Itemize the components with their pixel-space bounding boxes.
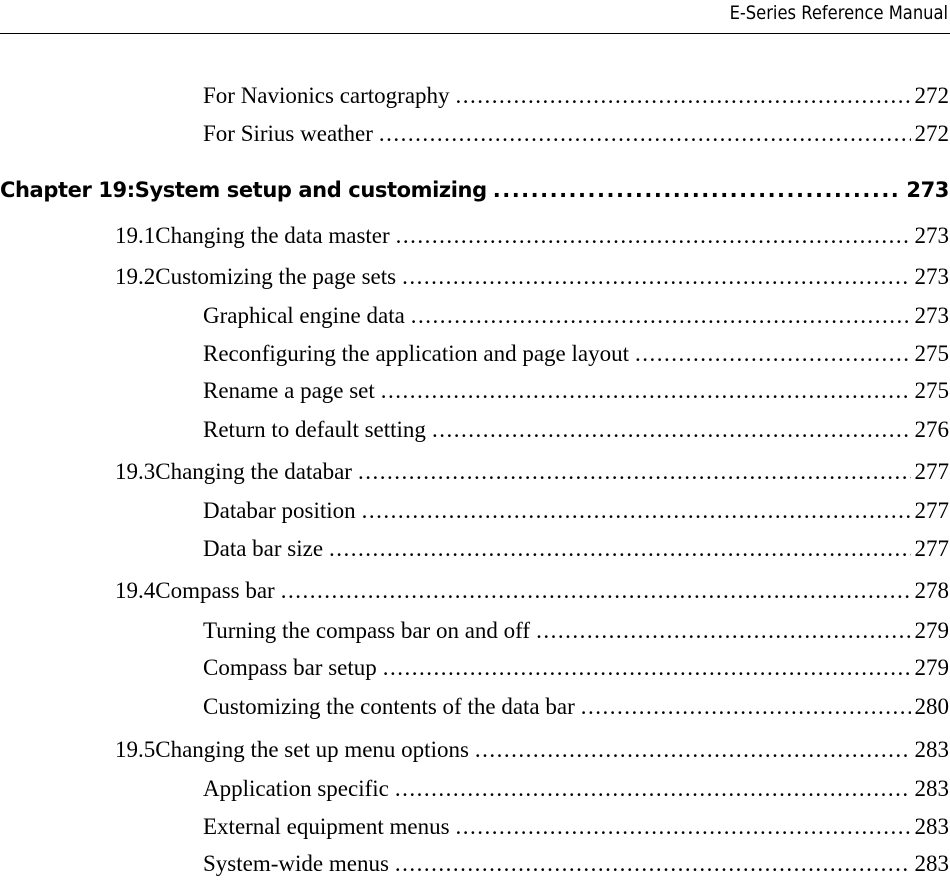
- toc-entry[interactable]: [203, 120, 949, 148]
- chapter-number: Chapter 19:: [0, 178, 135, 202]
- leader-dots: [383, 654, 911, 682]
- toc-entry-page: 272: [914, 83, 949, 108]
- toc-entry-page: 283: [914, 814, 949, 839]
- leader-dots: [358, 458, 911, 486]
- toc-entry[interactable]: [203, 535, 949, 563]
- toc-entry[interactable]: [203, 775, 949, 803]
- toc-entry[interactable]: [203, 497, 949, 525]
- toc-entry-title: Rename a page set: [203, 378, 375, 403]
- toc-entry-page: 279: [914, 618, 949, 643]
- toc-entry[interactable]: [203, 617, 949, 645]
- section-number: 19.4: [115, 578, 156, 603]
- toc-entry[interactable]: [203, 340, 949, 368]
- leader-dots: [493, 176, 903, 204]
- toc-entry-title: Turning the compass bar on and off: [203, 618, 531, 643]
- toc-entry-title: Data bar size: [203, 536, 324, 561]
- toc-entry-title: Return to default setting: [203, 417, 426, 442]
- section-page: 273: [914, 264, 949, 289]
- toc-section[interactable]: [115, 222, 949, 250]
- leader-dots: [456, 82, 911, 110]
- section-number: 19.3: [115, 459, 156, 484]
- toc-entry-page: 283: [914, 851, 949, 876]
- section-page: 273: [914, 223, 949, 248]
- toc-entry-title: Graphical engine data: [203, 303, 405, 328]
- toc-entry-page: 273: [914, 303, 949, 328]
- leader-dots: [395, 850, 911, 878]
- toc-entry-title: System-wide menus: [203, 851, 389, 876]
- toc-entry-page: 279: [914, 655, 949, 680]
- leader-dots: [281, 577, 911, 605]
- leader-dots: [395, 775, 911, 803]
- toc-entry[interactable]: [203, 416, 949, 444]
- section-title: Changing the data master: [155, 223, 390, 248]
- toc-chapter-heading[interactable]: [0, 176, 949, 204]
- leader-dots: [402, 263, 910, 291]
- toc-entry[interactable]: [203, 377, 949, 405]
- leader-dots: [635, 340, 910, 368]
- section-page: 277: [914, 459, 949, 484]
- toc-entry-title: For Navionics cartography: [203, 83, 450, 108]
- section-number: 19.2: [115, 264, 156, 289]
- leader-dots: [329, 535, 910, 563]
- toc-entry[interactable]: [203, 850, 949, 878]
- toc-entry[interactable]: [203, 82, 949, 110]
- toc-entry-page: 283: [914, 776, 949, 801]
- section-page: 278: [914, 578, 949, 603]
- leader-dots: [379, 120, 911, 148]
- toc-entry-page: 275: [914, 378, 949, 403]
- page-header: [0, 0, 950, 34]
- leader-dots: [432, 416, 911, 444]
- section-title: Changing the set up menu options: [155, 737, 469, 762]
- toc-entry-page: 272: [914, 121, 949, 146]
- manual-title: E-Series Reference Manual: [729, 2, 948, 24]
- toc-entry-title: For Sirius weather: [203, 121, 373, 146]
- toc-entry-title: Databar position: [203, 498, 356, 523]
- section-number: 19.5: [115, 737, 156, 762]
- section-title: Customizing the page sets: [155, 264, 397, 289]
- toc-entry[interactable]: [203, 693, 949, 721]
- toc-entry-page: 280: [914, 694, 949, 719]
- leader-dots: [536, 617, 910, 645]
- leader-dots: [456, 813, 911, 841]
- toc-entry-title: Customizing the contents of the data bar: [203, 694, 575, 719]
- leader-dots: [411, 302, 911, 330]
- toc-entry-page: 276: [914, 417, 949, 442]
- toc-entry[interactable]: [203, 813, 949, 841]
- toc-entry[interactable]: [203, 302, 949, 330]
- chapter-title: System setup and customizing: [134, 178, 487, 202]
- toc-section[interactable]: [115, 577, 949, 605]
- toc-entry[interactable]: [203, 654, 949, 682]
- toc-entry-page: 275: [914, 341, 949, 366]
- toc-entry-title: Application specific: [203, 776, 389, 801]
- section-title: Compass bar: [155, 578, 275, 603]
- toc-section[interactable]: [115, 736, 949, 764]
- section-title: Changing the databar: [155, 459, 352, 484]
- toc-section[interactable]: [115, 263, 949, 291]
- leader-dots: [362, 497, 911, 525]
- leader-dots: [581, 693, 911, 721]
- leader-dots: [381, 377, 911, 405]
- section-number: 19.1: [115, 223, 156, 248]
- leader-dots: [475, 736, 911, 764]
- toc-section[interactable]: [115, 458, 949, 486]
- section-page: 283: [914, 737, 949, 762]
- toc-entry-page: 277: [914, 536, 949, 561]
- chapter-page: 273: [906, 178, 949, 202]
- toc-entry-title: Compass bar setup: [203, 655, 377, 680]
- toc-entry-page: 277: [914, 498, 949, 523]
- leader-dots: [396, 222, 911, 250]
- toc-entry-title: External equipment menus: [203, 814, 450, 839]
- toc-entry-title: Reconfiguring the application and page layout: [203, 341, 630, 366]
